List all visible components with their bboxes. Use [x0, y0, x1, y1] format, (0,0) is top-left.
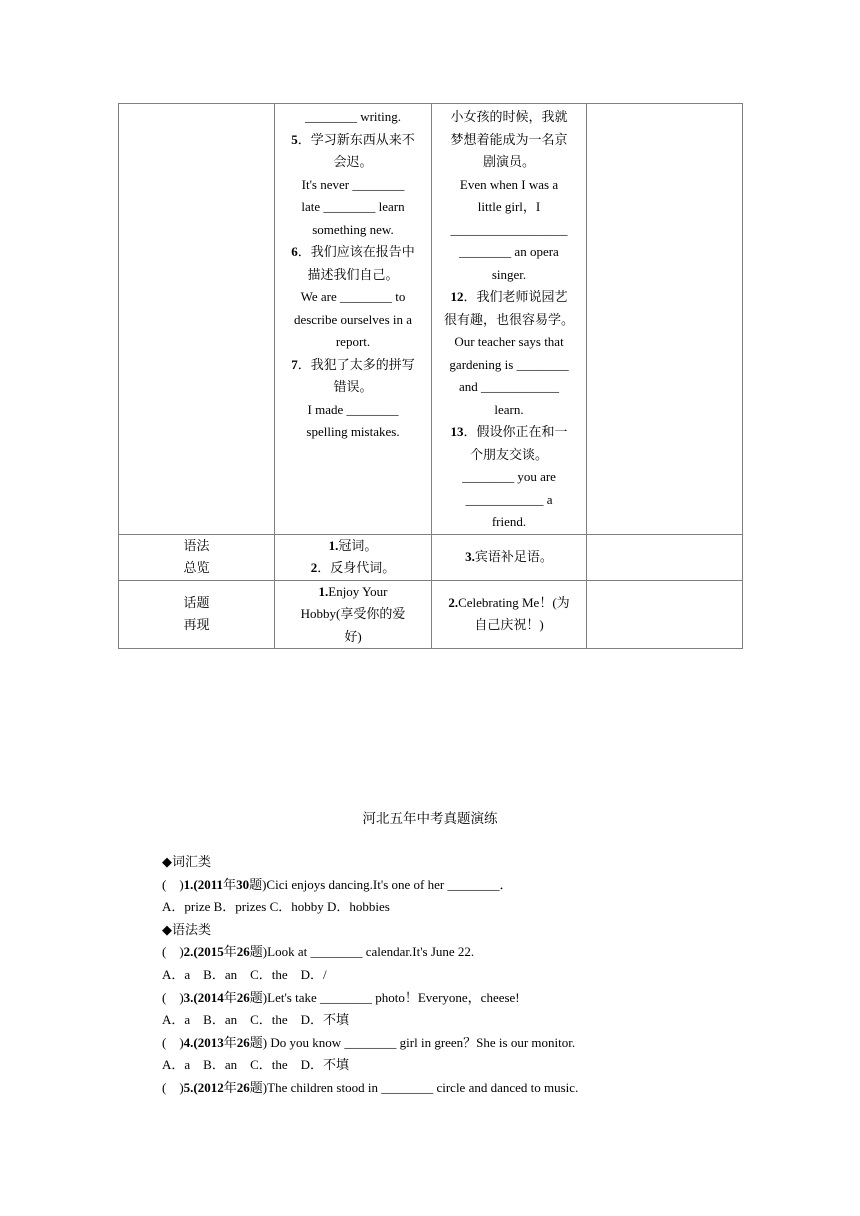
table-line: late ________ learn — [301, 199, 405, 214]
table-line: ________ you are — [462, 469, 556, 484]
question-line — [162, 1032, 802, 1055]
topic-items-left — [275, 580, 432, 649]
table-line: __________________ — [450, 221, 568, 237]
table-line: 会迟。 — [333, 154, 373, 169]
item-text: Celebrating Me！(为 — [458, 594, 570, 610]
topic-label-cell — [119, 580, 275, 649]
table-line: 小女孩的时候，我就 — [450, 109, 568, 124]
question-number: 3. — [183, 989, 194, 1005]
item-text: ．我们应该在报告中 — [297, 244, 415, 259]
source-year: 2011 — [197, 876, 224, 892]
item-text: ．反身代词。 — [317, 560, 396, 575]
section-title: 河北五年中考真题演练 — [362, 811, 498, 826]
answer-options: A．a B．an C．the D．/ — [162, 966, 327, 982]
source-suffix: 题) — [249, 1034, 268, 1050]
answer-blank: ( ) — [162, 944, 184, 960]
grammar-item-3: 3.宾语补足语。 — [465, 548, 553, 564]
table-line — [275, 535, 431, 558]
table-line: 总览 — [183, 560, 210, 575]
item-number: 1. — [318, 583, 329, 599]
question-line — [162, 1077, 802, 1100]
item-number: 1. — [328, 537, 339, 553]
source-open: ( — [193, 944, 198, 960]
source-open: ( — [193, 876, 198, 892]
table-line — [436, 286, 582, 309]
grammar-list-left — [275, 535, 431, 580]
source-year: 2012 — [197, 1079, 224, 1095]
question-text: Cici enjoys dancing.It's one of her ________． — [266, 876, 513, 892]
table-line — [275, 557, 431, 580]
table-row-topic — [119, 580, 743, 649]
table-line: Even when I was a — [459, 176, 559, 192]
item-text: ．我犯了太多的拼写 — [297, 356, 415, 372]
topic-label — [119, 592, 274, 637]
table-line — [275, 581, 431, 604]
table-line: describe ourselves in a — [293, 311, 413, 327]
table-line — [279, 354, 427, 377]
source-year-suffix: 年 — [223, 944, 237, 960]
table-line: 个朋友交谈。 — [469, 446, 548, 462]
question-text: Look at ________ calendar.It's June 22. — [267, 944, 475, 960]
source-open: ( — [193, 989, 198, 1005]
answer-blank: ( ) — [162, 876, 184, 892]
table-line: report. — [335, 334, 371, 349]
table-line: ________ an opera — [459, 244, 559, 259]
answer-options: A．a B．an C．the D．不填 — [162, 1012, 350, 1028]
item-number: 6 — [291, 244, 298, 259]
answer-blank: ( ) — [162, 1079, 184, 1095]
summary-table — [118, 103, 743, 649]
table-line: We are ________ to — [300, 289, 406, 304]
table-line: Our teacher says that — [454, 334, 564, 349]
answer-options: A．prize B．prizes C．hobby D．hobbies — [162, 899, 390, 915]
empty-cell — [587, 580, 743, 649]
item-number: 2. — [448, 594, 459, 610]
table-line: and ____________ — [458, 379, 560, 394]
phrases-list-right — [432, 104, 586, 534]
topic-list-right — [432, 592, 586, 637]
table-line — [432, 592, 586, 615]
table-line — [279, 241, 427, 264]
exercise-list — [162, 851, 802, 1100]
table-line: 再现 — [183, 617, 210, 633]
table-line: spelling mistakes. — [306, 424, 400, 439]
topic-items-right — [432, 580, 587, 649]
table-line: It's never ________ — [301, 176, 405, 192]
source-year: 2015 — [197, 944, 224, 960]
question-line — [162, 987, 802, 1010]
table-line: little girl，I — [477, 199, 541, 214]
item-text: ．我们老师说园艺 — [463, 289, 568, 304]
source-question-number: 30 — [236, 876, 250, 892]
topic-list-left — [275, 581, 431, 649]
exercise-category-heading: ◆词汇类 — [162, 854, 211, 869]
table-line: 错误。 — [333, 379, 373, 394]
source-open: ( — [193, 1034, 198, 1050]
question-number: 2. — [183, 944, 194, 960]
item-text: ．假设你正在和一 — [463, 424, 568, 439]
item-number: 12 — [450, 289, 464, 304]
table-line — [279, 129, 427, 152]
source-suffix: 题) — [249, 944, 268, 960]
item-number: 5 — [291, 131, 298, 147]
source-year-suffix: 年 — [223, 1079, 237, 1095]
item-text: 冠词。 — [338, 537, 378, 553]
source-question-number: 26 — [236, 1079, 250, 1095]
item-number: 7 — [291, 356, 298, 372]
table-row-phrases — [119, 104, 743, 535]
source-year-suffix: 年 — [223, 876, 237, 892]
table-line: ____________ a — [465, 491, 553, 507]
source-question-number: 26 — [236, 1034, 250, 1050]
grammar-label-cell — [119, 534, 275, 580]
table-line: 梦想着能成为一名京 — [450, 131, 568, 147]
question-text: The children stood in ________ circle and danced to music. — [267, 1079, 579, 1095]
table-line: friend. — [491, 514, 527, 529]
source-suffix: 题) — [249, 989, 268, 1005]
source-year: 2014 — [197, 989, 224, 1005]
item-text: Enjoy Your — [328, 583, 388, 599]
question-number: 1. — [183, 876, 194, 892]
question-number: 5. — [183, 1079, 194, 1095]
item-number: 2 — [310, 560, 318, 575]
table-line: Hobby(享受你的爱 — [300, 606, 406, 621]
source-open: ( — [193, 1079, 198, 1095]
table-line: 很有趣，也很容易学。 — [443, 311, 574, 327]
source-question-number: 26 — [236, 944, 250, 960]
source-year-suffix: 年 — [223, 989, 237, 1005]
source-suffix: 题) — [249, 1079, 268, 1095]
table-line: something new. — [312, 221, 394, 237]
table-line: 剧演员。 — [482, 154, 535, 169]
phrases-cell-right — [432, 104, 587, 535]
item-number: 13 — [450, 424, 464, 439]
grammar-items-right — [432, 534, 587, 580]
answer-options: A．a B．an C．the D．不填 — [162, 1057, 350, 1073]
answer-blank: ( ) — [162, 1034, 184, 1050]
table-line: ________ writing. — [304, 109, 402, 124]
table-line: 好) — [344, 628, 362, 644]
phrases-list-left — [275, 104, 431, 444]
question-text: Let's take ________ photo！Everyone，cheese! — [267, 989, 520, 1005]
answer-blank: ( ) — [162, 989, 184, 1005]
empty-cell — [587, 104, 743, 535]
source-year-suffix: 年 — [223, 1034, 237, 1050]
item-text: ．学习新东西从来不 — [297, 131, 415, 147]
table-line: singer. — [491, 266, 527, 282]
question-text: Do you know ________ girl in green？She is our monitor. — [267, 1034, 576, 1050]
table-line — [436, 421, 582, 444]
table-line: 描述我们自己。 — [307, 266, 399, 282]
question-line — [162, 874, 802, 897]
source-year: 2013 — [197, 1034, 224, 1050]
table-line: gardening is ________ — [449, 356, 569, 372]
question-line — [162, 941, 802, 964]
source-question-number: 26 — [236, 989, 250, 1005]
table-line: 话题 — [183, 594, 210, 610]
question-number: 4. — [183, 1034, 194, 1050]
phrases-cell-left — [275, 104, 432, 535]
table-line: I made ________ — [307, 401, 399, 417]
empty-cell — [587, 534, 743, 580]
table-row-grammar — [119, 534, 743, 580]
grammar-label — [119, 535, 274, 580]
source-suffix: 题) — [249, 876, 267, 892]
table-line: 语法 — [183, 537, 210, 553]
table-line: learn. — [494, 401, 524, 417]
row-label-cell — [119, 104, 275, 535]
exercise-category-heading: ◆语法类 — [162, 921, 211, 937]
grammar-items-left — [275, 534, 432, 580]
table-line: 自己庆祝！) — [474, 617, 544, 633]
